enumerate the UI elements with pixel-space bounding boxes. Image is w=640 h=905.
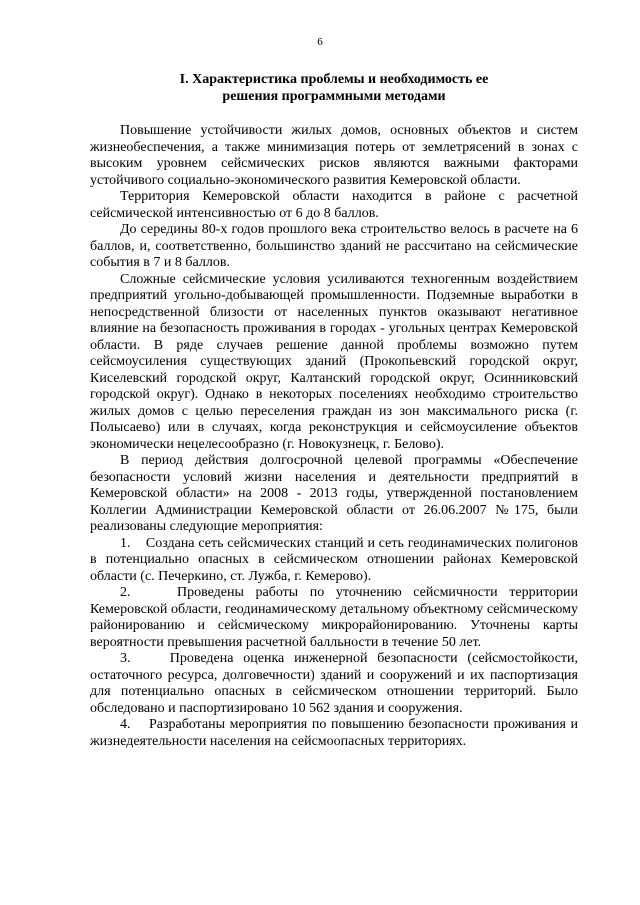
section-heading (90, 71, 578, 105)
section-heading-line-2: решения программными методами (222, 89, 446, 104)
page-number: 6 (317, 36, 323, 48)
list-item: 2. Проведены работы по уточнению сейсмичности территории Кемеровской области, геодинамическому детальному объектному сейсмическому районированию и сейсмическому микрорайонированию. Уточнены карты вероятности превышения расчетной балльности в течение 50 лет. (90, 585, 578, 650)
paragraph: Территория Кемеровской области находится в районе с расчетной сейсмической интенсивностью от 6 до 8 баллов. (90, 189, 578, 221)
paragraph: До середины 80-х годов прошлого века строительство велось в расчете на 6 баллов, и, соответственно, большинство зданий не рассчитано на сейсмические события в 7 и 8 баллов. (90, 222, 578, 270)
list-item: 3. Проведена оценка инженерной безопасности (сейсмостойкости, остаточного ресурса, долговечности) зданий и сооружений и их паспортизация для потенциально опасных в сейсмическом отношении территорий. Было обследовано и паспортизировано 10 562 здания и сооружения. (90, 651, 578, 716)
paragraph: Сложные сейсмические условия усиливаются техногенным воздействием предприятий угольно-добывающей промышленности. Подземные выработки в непосредственной близости от населенных пунктов оказывают негативное влияние на безопасность проживания в городах - угольных центрах Кемеровской области. В ряде случаев решение данной проблемы возможно путем сейсмоусиления существующих зданий (Прокопьевский городской округ, Киселевский городской округ, Калтанский городской округ, Осинниковский городской округ). Однако в некоторых поселениях необходимо строительство жилых домов с целью переселения граждан из зон максимального риска (г. Полысаево) или в случаях, когда реконструкция и сейсмоусиление объектов экономически нецелесообразно (г. Новокузнецк, г. Белово). (90, 271, 578, 452)
paragraph: Повышение устойчивости жилых домов, основных объектов и систем жизнеобеспечения, а также минимизация потерь от землетрясений в зонах с высоким уровнем сейсмических рисков являются важными факторами устойчивого социально-экономического развития Кемеровской области. (90, 123, 578, 188)
paragraph: В период действия долгосрочной целевой программы «Обеспечение безопасности условий жизни населения и деятельности предприятий в Кемеровской области» на 2008 - 2013 годы, утвержденной постановлением Коллегии Администрации Кемеровской области от 26.06.2007 №175, были реализованы следующие мероприятия: (90, 453, 578, 534)
list-item: 4. Разработаны мероприятия по повышению безопасности проживания и жизнедеятельности населения на сейсмоопасных территориях. (90, 717, 578, 749)
section-heading-line-1: I. Характеристика проблемы и необходимость ее (179, 72, 489, 87)
document-body (90, 123, 578, 750)
list-item: 1. Создана сеть сейсмических станций и сеть геодинамических полигонов в потенциально опасных в сейсмическом отношении районах Кемеровской области (с. Печеркино, ст. Лужба, г. Кемерово). (90, 535, 578, 584)
